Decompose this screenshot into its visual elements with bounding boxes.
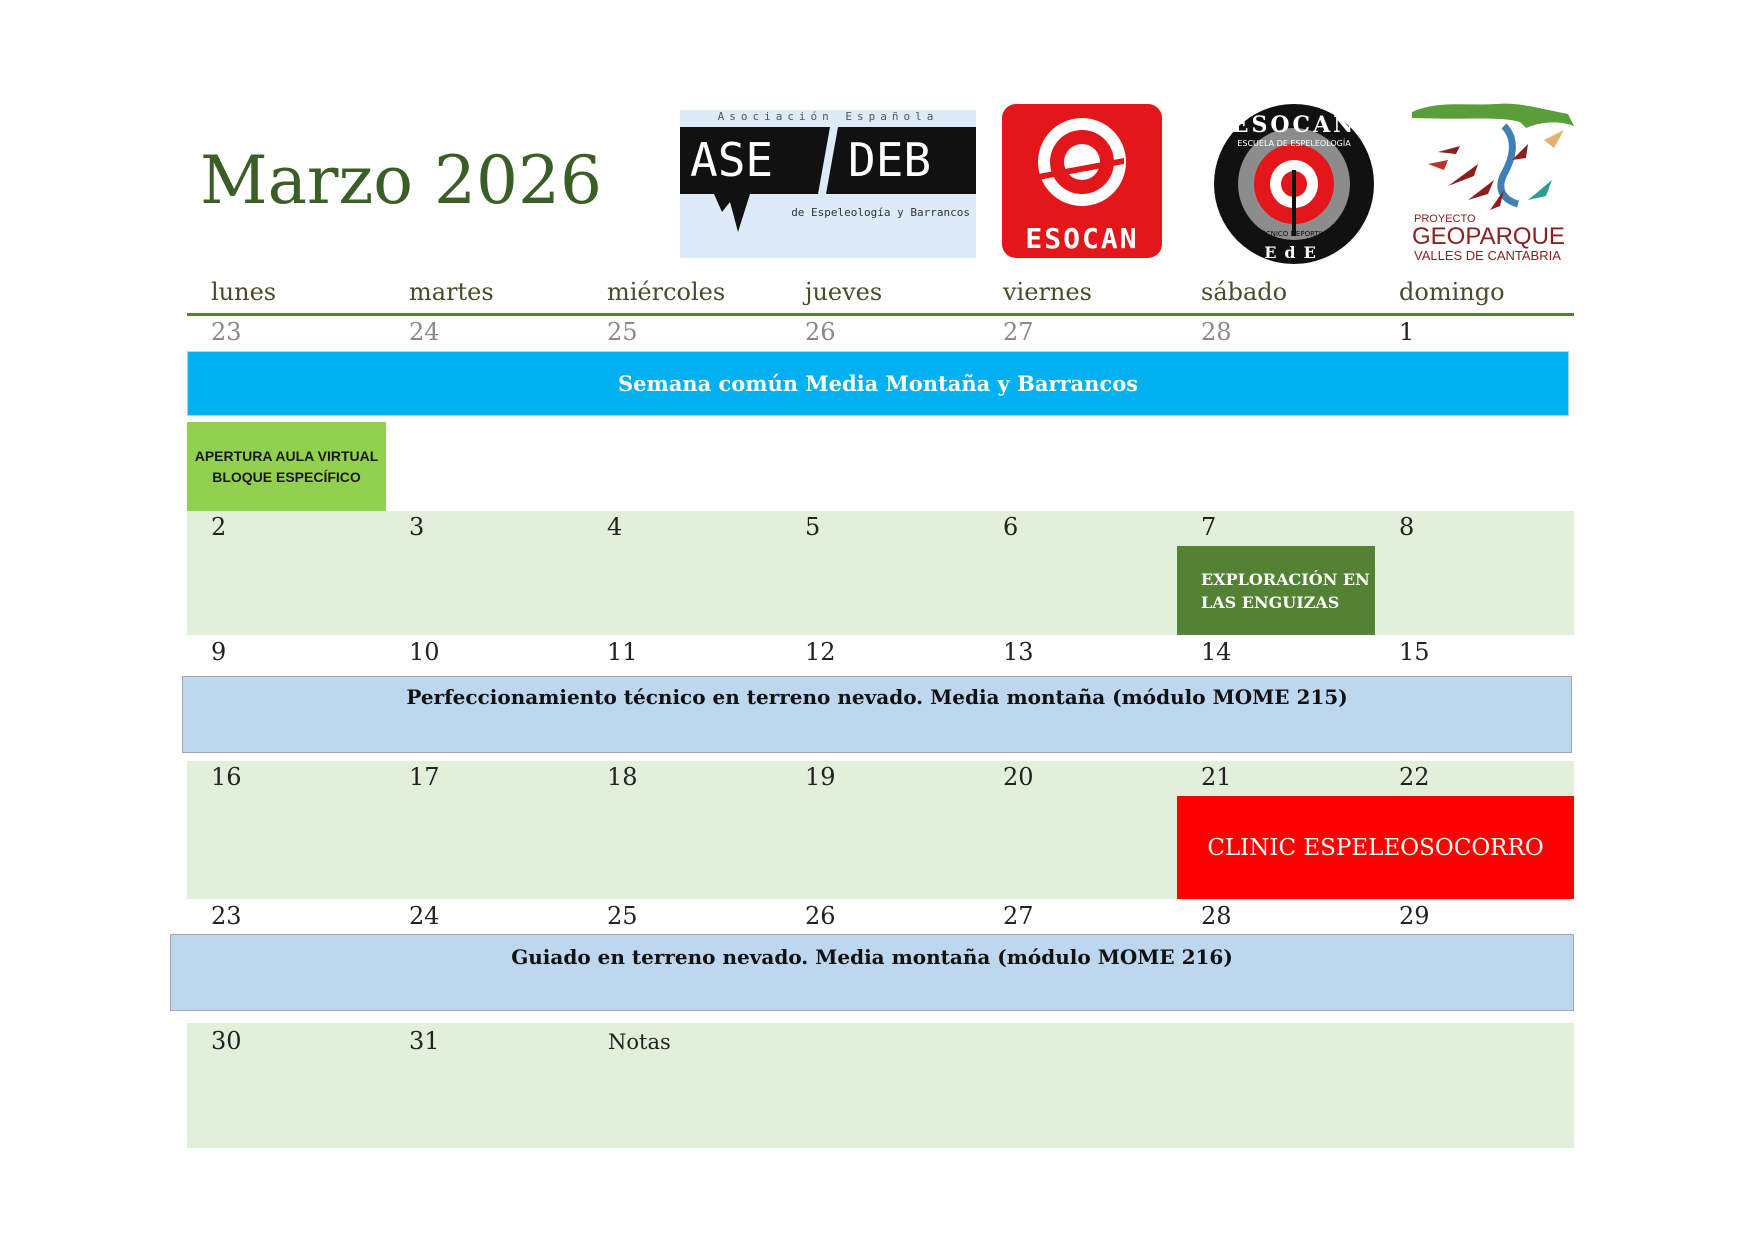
day-number: 24 [409, 318, 440, 346]
asedeb-logo [680, 110, 976, 258]
day-number: 1 [1399, 318, 1415, 346]
header-divider [187, 313, 1574, 316]
esocan-ede-logo [1212, 104, 1376, 264]
day-number: 5 [805, 513, 821, 541]
day-number: 25 [607, 902, 638, 930]
event-perfeccionamiento-mome-215: Perfeccionamiento técnico en terreno nevado. Media montaña (módulo MOME 215) [182, 676, 1572, 753]
weekday-jueves: jueves [805, 278, 883, 306]
day-number: 10 [409, 638, 440, 666]
day-number: 29 [1399, 902, 1430, 930]
day-number: 7 [1201, 513, 1217, 541]
day-number: 9 [211, 638, 227, 666]
day-number: 17 [409, 763, 440, 791]
event-apertura-aula-virtual [187, 422, 386, 511]
day-number: 22 [1399, 763, 1430, 791]
day-number: 3 [409, 513, 425, 541]
esocan-ede-ring-text: ESCUELA DE ESPELEOLOGÍA [1237, 139, 1351, 148]
day-number: 25 [607, 318, 638, 346]
event-semana-comun: Semana común Media Montaña y Barrancos [187, 351, 1569, 416]
day-number: 21 [1201, 763, 1232, 791]
day-number: 20 [1003, 763, 1034, 791]
day-number: 28 [1201, 318, 1232, 346]
weekday-miercoles: miércoles [607, 278, 726, 306]
event-explo-line1: EXPLORACIÓN EN [1201, 569, 1370, 589]
geoparque-line2: GEOPARQUE [1412, 223, 1565, 250]
geoparque-logo [1408, 100, 1576, 265]
day-number: 23 [211, 902, 242, 930]
esocan-ede-top-text: ESOCAN [1231, 112, 1357, 138]
weekday-viernes: viernes [1003, 278, 1092, 306]
day-number: 8 [1399, 513, 1415, 541]
day-number: 15 [1399, 638, 1430, 666]
event-guiado-mome-216: Guiado en terreno nevado. Media montaña (módulo MOME 216) [170, 934, 1574, 1011]
day-number: 4 [607, 513, 623, 541]
event-aula-line2: BLOQUE ESPECÍFICO [212, 468, 361, 485]
notes-label: Notas [608, 1030, 671, 1054]
asedeb-sub-text: de Espeleología y Barrancos [791, 206, 970, 219]
day-number: 11 [607, 638, 638, 666]
day-number: 31 [409, 1027, 440, 1055]
day-number: 12 [805, 638, 836, 666]
day-number: 14 [1201, 638, 1232, 666]
day-number: 19 [805, 763, 836, 791]
geoparque-line1: PROYECTO [1414, 213, 1476, 225]
esocan-ede-inner-bottom: TÉCNICO DEPORTIVO [1257, 230, 1331, 238]
event-explo-line2: LAS ENGUIZAS [1201, 592, 1340, 612]
day-number: 6 [1003, 513, 1019, 541]
day-number: 30 [211, 1027, 242, 1055]
weekday-domingo: domingo [1399, 278, 1505, 306]
day-number: 27 [1003, 902, 1034, 930]
asedeb-main-left: ASE [690, 133, 774, 187]
day-number: 18 [607, 763, 638, 791]
esocan-ede-bottom-text: EdE [1264, 243, 1324, 262]
month-title: Marzo 2026 [200, 142, 602, 219]
day-number: 16 [211, 763, 242, 791]
day-number: 2 [211, 513, 227, 541]
day-number: 26 [805, 902, 836, 930]
day-number: 28 [1201, 902, 1232, 930]
day-number: 27 [1003, 318, 1034, 346]
geoparque-line3: VALLES DE CANTABRIA [1414, 248, 1561, 263]
event-clinic-espeleosocorro: CLINIC ESPELEOSOCORRO [1177, 796, 1574, 899]
esocan-text: ESOCAN [1025, 222, 1139, 255]
weekday-sabado: sábado [1201, 278, 1288, 306]
day-number: 23 [211, 318, 242, 346]
day-number: 24 [409, 902, 440, 930]
event-exploracion-enguizas [1177, 546, 1375, 635]
week-band-6 [187, 1023, 1574, 1148]
asedeb-main-right: DEB [848, 133, 932, 187]
esocan-logo [1002, 104, 1162, 258]
event-aula-line1: APERTURA AULA VIRTUAL [194, 447, 379, 464]
weekday-martes: martes [409, 278, 494, 306]
day-number: 13 [1003, 638, 1034, 666]
asedeb-top-text: Asociación Española [717, 110, 939, 123]
weekday-lunes: lunes [211, 278, 277, 306]
day-number: 26 [805, 318, 836, 346]
